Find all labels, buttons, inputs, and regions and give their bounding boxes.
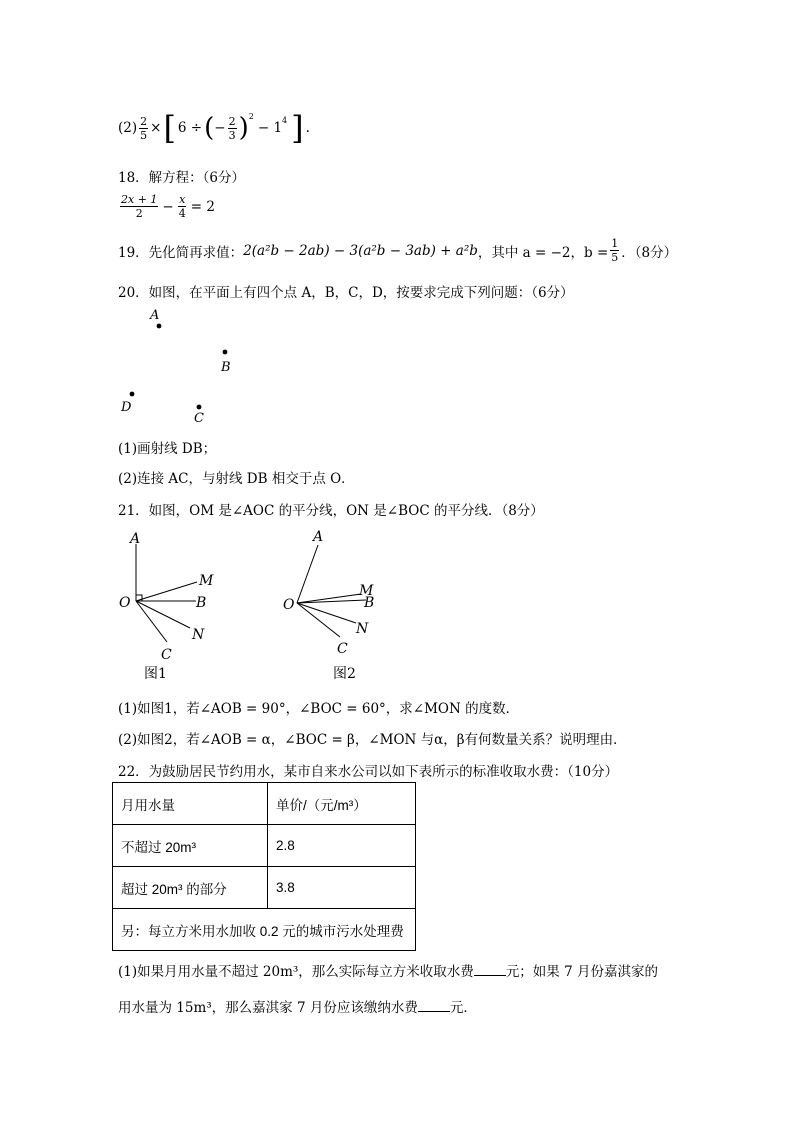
point-b-dot <box>223 350 228 355</box>
fig2-label-n: N <box>356 621 369 637</box>
table-row <box>113 867 416 909</box>
q22-sub1-line2: 用水量为 15m³，那么嘉淇家 7 月份应该缴纳水费 元． <box>118 1000 477 1016</box>
fig2-label-c: C <box>337 641 348 657</box>
point-a-label: A <box>150 308 160 323</box>
q17-2-fraction-2: $\frac{2}{3}$ <box>228 114 236 142</box>
answer-blank[interactable] <box>474 963 506 976</box>
table-note: 另：每立方米用水加收 0.2 元的城市污水处理费 <box>113 909 416 951</box>
point-c-dot <box>197 405 202 410</box>
q17-2-expression: (2) $\frac{2}{5}$ × [ 6 ÷ ( − $\frac{2}{3}$ ) $^2$ − 1 $^4$ ] . <box>118 109 310 147</box>
fig1-label-a: A <box>130 531 141 547</box>
q19-line: 19．先化简再求值： 2(a²b − 2ab) − 3(a²b − 3ab) + a²b ，其中 a = −2，b = $\frac{1}{5}$ ．（8分） <box>118 237 678 264</box>
water-fee-table <box>112 782 416 951</box>
q22-sub1-line1: (1)如果月用水量不超过 20m³，那么实际每立方米收取水费 元；如果 7 月份嘉淇家的 <box>118 964 658 980</box>
q21-title: 21．如图，OM 是∠AOC 的平分线，ON 是∠BOC 的平分线．（8分） <box>118 503 544 519</box>
q20-sub1: (1)画射线 DB； <box>118 441 217 457</box>
point-a-dot <box>157 324 162 329</box>
fig2-caption: 图2 <box>333 666 356 682</box>
header-cell-usage: 月用水量 <box>113 783 268 825</box>
q20-points-figure <box>110 300 270 430</box>
q18-equation: $\frac{2x + 1}{2}$ − $\frac{x}{4}$ = 2 <box>121 193 215 220</box>
q20-title: 20．如图，在平面上有四个点 A，B，C，D，按要求完成下列问题：（6分） <box>118 285 574 301</box>
table-cell: 3.8 <box>268 867 416 909</box>
table-cell: 不超过 20m³ <box>113 825 268 867</box>
q20-sub2: (2)连接 AC，与射线 DB 相交于点 O． <box>118 471 355 487</box>
fig2-label-b: B <box>364 595 375 611</box>
q17-2-label: (2) <box>118 120 138 136</box>
fig1-label-b: B <box>196 595 207 611</box>
fig1-label-n: N <box>192 627 205 643</box>
point-d-dot <box>130 392 135 397</box>
fig1-label-c: C <box>161 647 172 663</box>
q18-title: 18．解方程：（6分） <box>118 170 246 186</box>
q21-sub1: (1)如图1，若∠AOB = 90°，∠BOC = 60°，求∠MON 的度数． <box>118 701 520 717</box>
fig1-label-m: M <box>199 573 214 589</box>
table-row <box>113 825 416 867</box>
q21-sub2: (2)如图2，若∠AOB = α，∠BOC = β，∠MON 与α，β有何数量关系？说明理由． <box>118 732 627 748</box>
fig2-label-o: O <box>283 597 295 613</box>
q22-title: 22．为鼓励居民节约用水，某市自来水公司以如下表所示的标准收取水费：（10分） <box>118 764 619 780</box>
point-c-label: C <box>194 411 204 426</box>
header-cell-price: 单价/（元/m³） <box>268 783 416 825</box>
q19-expression: 2(a²b − 2ab) − 3(a²b − 3ab) + a²b <box>243 242 478 259</box>
fig2-label-m: M <box>359 583 374 599</box>
fig2-label-a: A <box>313 529 324 545</box>
point-d-label: D <box>121 400 132 415</box>
table-cell: 2.8 <box>268 825 416 867</box>
answer-blank[interactable] <box>418 999 450 1012</box>
point-b-label: B <box>221 360 231 375</box>
fig1-label-o: O <box>119 595 131 611</box>
table-cell: 超过 20m³ 的部分 <box>113 867 268 909</box>
q19-b-fraction: $\frac{1}{5}$ <box>611 237 619 264</box>
fig1-caption: 图1 <box>144 666 167 682</box>
q21-figure-1 <box>110 525 230 685</box>
table-header-row <box>113 783 416 825</box>
table-note-row <box>113 909 416 951</box>
q17-2-fraction-1: $\frac{2}{5}$ <box>140 114 148 142</box>
q21-figure-2 <box>280 525 400 685</box>
